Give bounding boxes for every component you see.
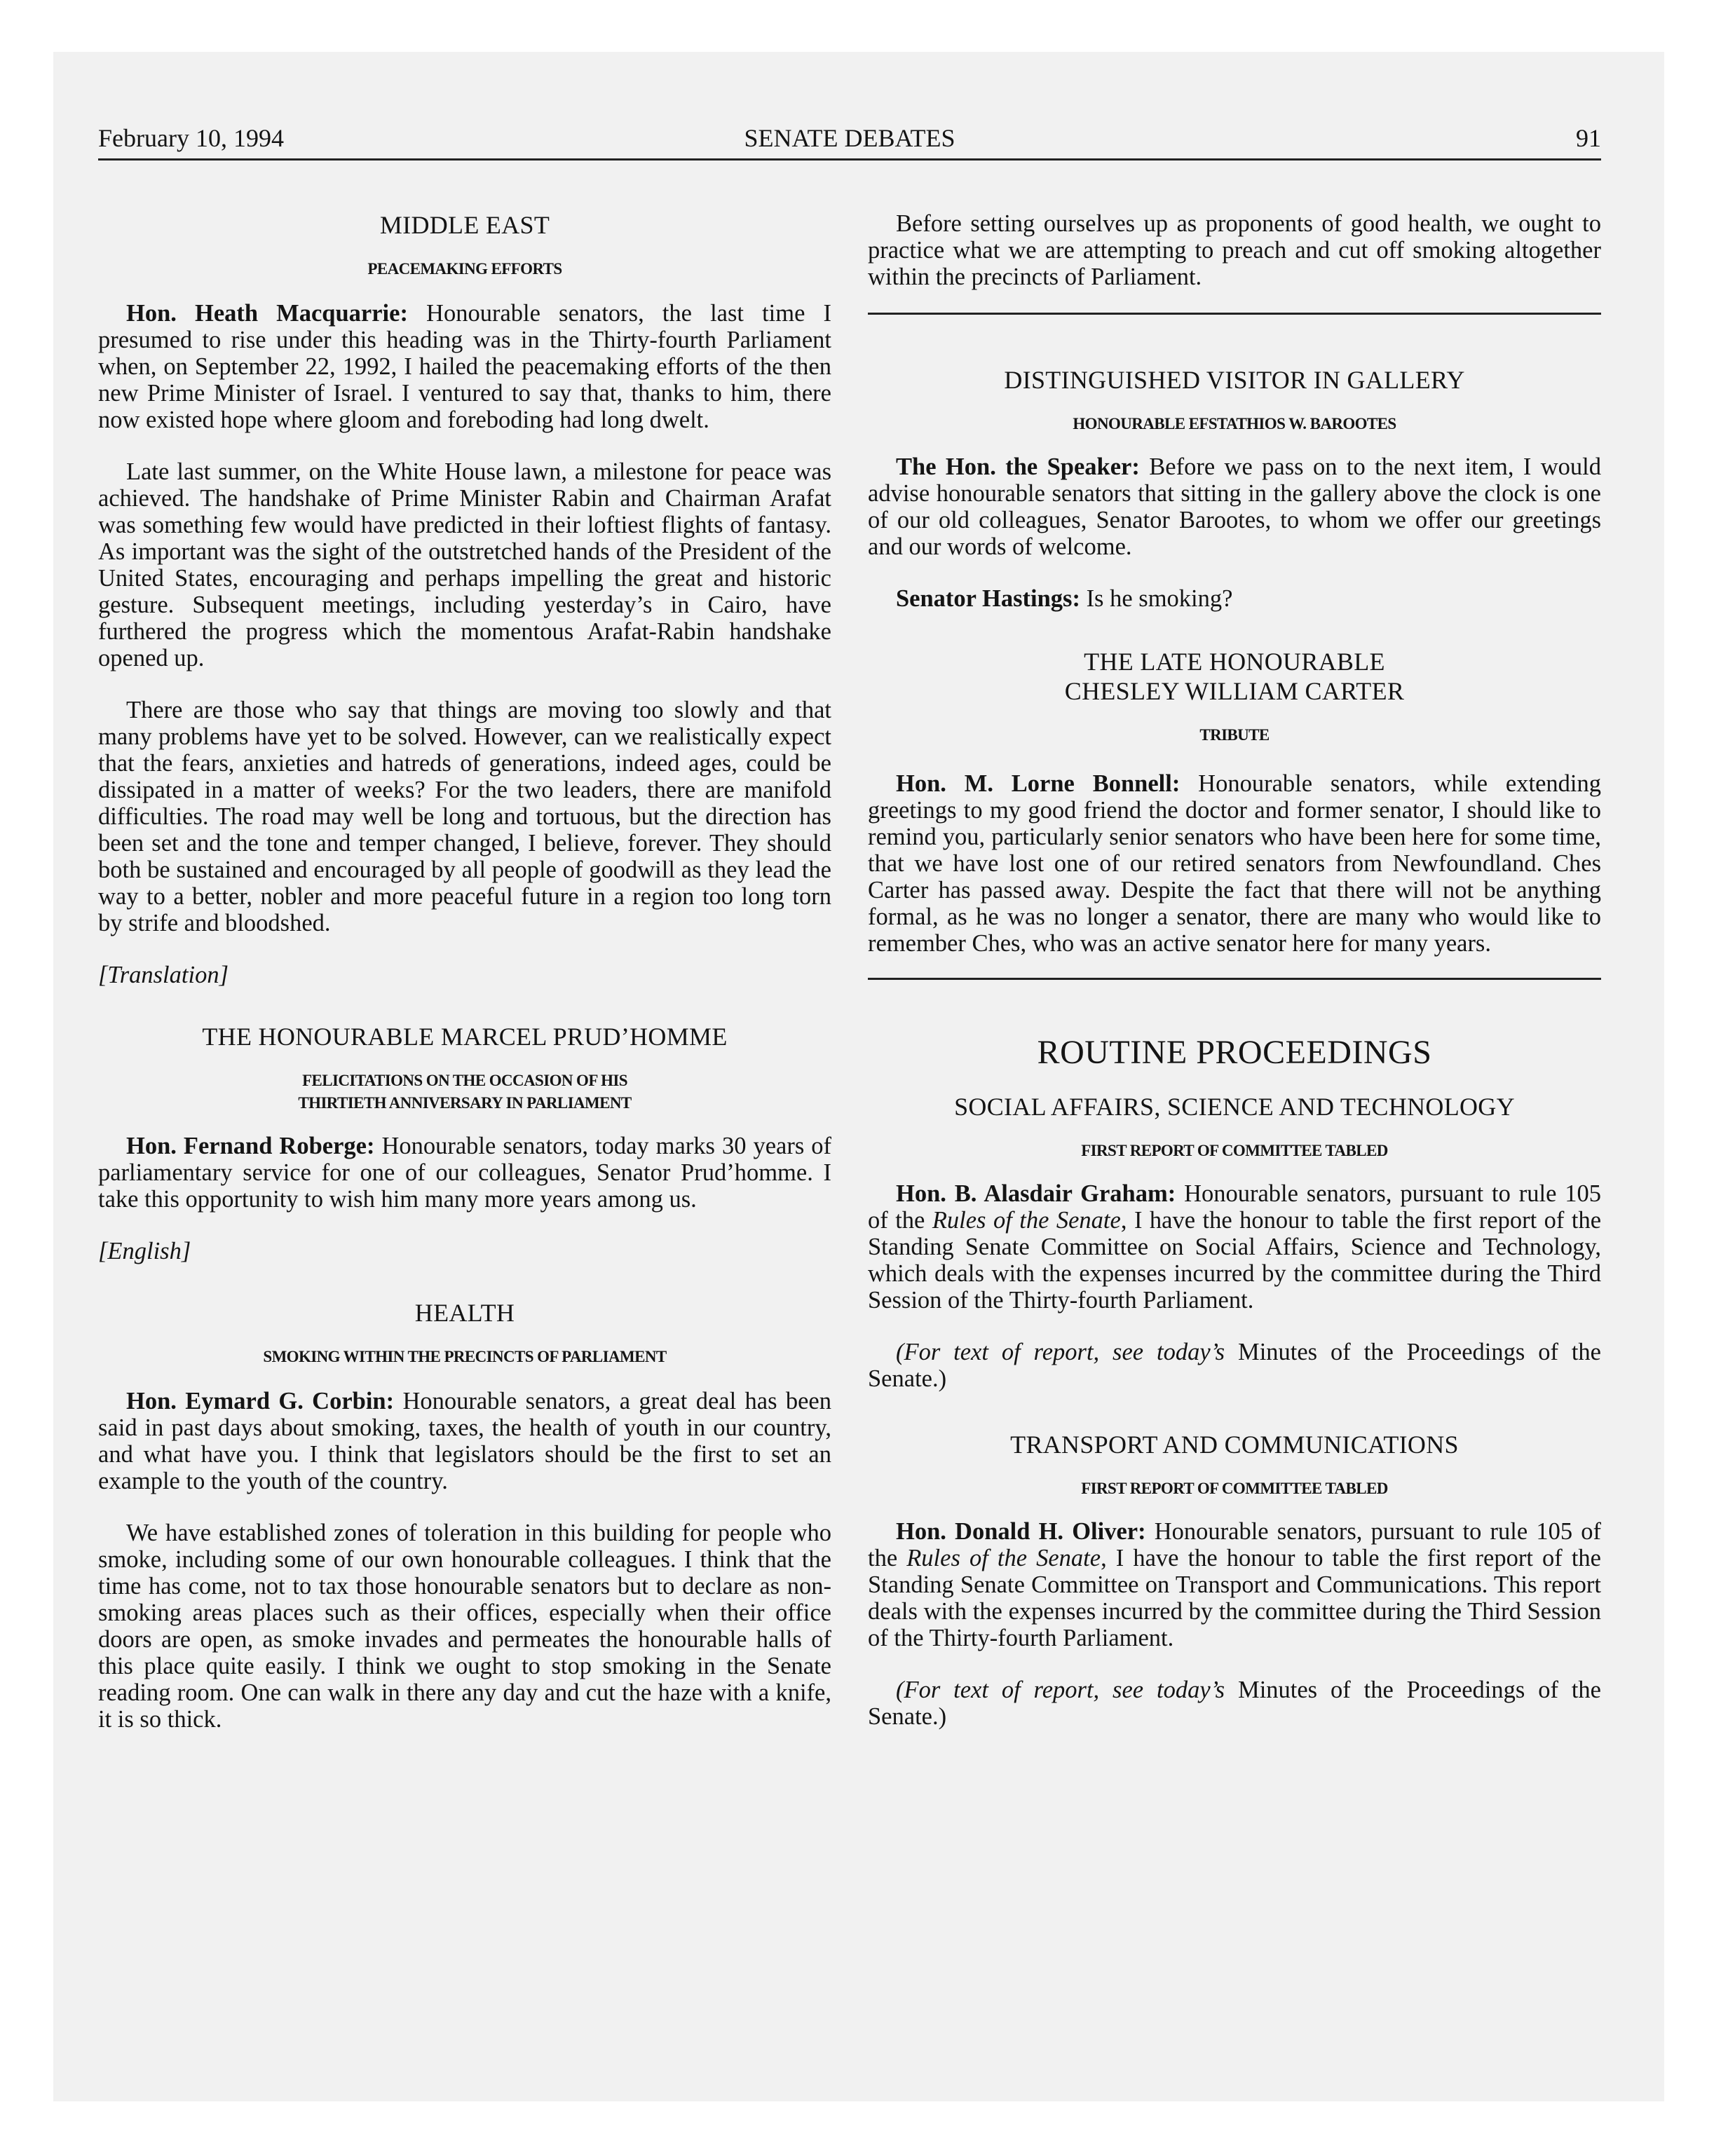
section-heading-visitor: DISTINGUISHED VISITOR IN GALLERY <box>1004 366 1465 394</box>
subheading-felicitations-line1: FELICITATIONS ON THE OCCASION OF HIS <box>302 1072 627 1089</box>
paragraph-text: Honourable senators, the last time I presumed to rise under this heading was in the Thirty-fourth Parliament when, on September 22, 1992, I hailed the peacemaking efforts of the then new Prime Minister of Israel. I ventured to say that, thanks to him, there now existed hope where gloom and foreboding had long dwelt. <box>98 300 832 433</box>
paragraph-text: Honourable senators, pursuant to rule 105 of the <box>868 1518 1601 1571</box>
paragraph-text: Is he smoking? <box>1080 585 1233 612</box>
subheading-barootes: HONOURABLE EFSTATHIOS W. BAROOTES <box>1073 415 1396 432</box>
subheading-smoking: SMOKING WITHIN THE PRECINCTS OF PARLIAMENT <box>263 1348 667 1365</box>
paragraph-macquarrie-1 <box>98 300 831 433</box>
report-note-transport <box>868 1677 1601 1730</box>
section-divider <box>868 978 1601 980</box>
paragraph-text: Honourable senators, while extending greetings to my good friend the doctor and former senator, I should like to remind you, particularly senior senators who have been here for some time, that we have lost one of our retired senators from Newfoundland. Ches Carter has passed away. Despite the fact that there will not be anything formal, as he was no longer a senator, there are many who would like to remember Ches, who was an active senator here for many years. <box>868 770 1601 957</box>
paragraph-text: Honourable senators, a great deal has been said in past days about smoking, taxes, the health of youth in our country, and what have you. I think that legislators should be the first to set an example to the youth of the country. <box>98 1388 831 1494</box>
subheading-first-report-social: FIRST REPORT OF COMMITTEE TABLED <box>1081 1142 1388 1159</box>
paragraph-text: Before we pass on to the next item, I would advise honourable senators that sitting in the gallery above the clock is one of our old colleagues, Senator Barootes, to whom we offer our greetings and our words of welcome. <box>868 453 1601 560</box>
routine-proceedings-heading: ROUTINE PROCEEDINGS <box>1037 1034 1432 1071</box>
rules-of-senate-title: Rules of the Senate <box>932 1207 1121 1234</box>
paragraph-speaker <box>868 453 1601 560</box>
section-heading-carter-line1: THE LATE HONOURABLE <box>1084 648 1385 676</box>
left-column <box>98 210 831 1758</box>
speaker-name: Hon. Heath Macquarrie: <box>126 300 408 327</box>
section-heading-carter-line2: CHESLEY WILLIAM CARTER <box>1064 677 1405 705</box>
right-column <box>868 210 1601 1755</box>
paragraph-text: , I have the honour to table the first report of the Standing Senate Committee on Social Affairs, Science and Technology, which deals with the expenses incurred by the committee during the Third Session of the Thirty-fourth Parliament. <box>868 1207 1602 1314</box>
section-heading-middle-east: MIDDLE EAST <box>379 211 550 239</box>
english-note: [English] <box>98 1238 191 1264</box>
note-italic-text: (For text of report, see today’s <box>896 1677 1239 1703</box>
page-number: 91 <box>1576 124 1601 152</box>
subheading-felicitations-line2: THIRTIETH ANNIVERSARY IN PARLIAMENT <box>298 1094 632 1112</box>
minutes-title: Minutes of the Proceedings of <box>1238 1339 1558 1365</box>
subheading-tribute: TRIBUTE <box>1199 726 1270 744</box>
paragraph-roberge <box>98 1133 831 1213</box>
note-text: the Senate.) <box>868 1339 1601 1392</box>
subheading-first-report-transport: FIRST REPORT OF COMMITTEE TABLED <box>1081 1480 1388 1497</box>
paragraph-text: Honourable senators, pursuant to rule 105 of the <box>868 1180 1601 1234</box>
running-head <box>98 118 1601 161</box>
paragraph-oliver <box>868 1518 1601 1651</box>
section-heading-prudhomme: THE HONOURABLE MARCEL PRUD’HOMME <box>202 1023 728 1051</box>
paragraph-text: , I have the honour to table the first report of the Standing Senate Committee on Transport and Communications. This report deals with the expenses incurred by the committee during the Third Session of the Thirty-fourth Parliament. <box>868 1545 1601 1651</box>
paragraph-text: Honourable senators, today marks 30 years of parliamentary service for one of our colleagues, Senator Prud’homme. I take this opportunity to wish him many more years among us. <box>98 1133 831 1213</box>
report-note-social <box>868 1339 1601 1392</box>
note-italic-text: (For text of report, see today’s <box>896 1339 1239 1365</box>
minutes-title: Minutes of the Proceedings of <box>1238 1677 1558 1703</box>
speaker-name: Hon. B. Alasdair Graham: <box>896 1180 1176 1207</box>
header-date: February 10, 1994 <box>98 124 284 152</box>
speaker-name: Hon. Fernand Roberge: <box>126 1133 375 1159</box>
speaker-name: Senator Hastings: <box>896 585 1080 612</box>
paragraph-bonnell <box>868 770 1601 957</box>
paragraph-macquarrie-2: Late last summer, on the White House lawn, a milestone for peace was achieved. The handshake of Prime Minister Rabin and Chairman Arafat was something few would have predicted in their loftiest flights of fantasy. As important was the sight of the outstretched hands of the President of the United States, encouraging and perhaps impelling the great and historic gesture. Subsequent meetings, including yesterday’s in Cairo, have furthered the progress which the momentous Arafat-Rabin handshake opened up. <box>98 458 831 671</box>
paragraph-health-continued: Before setting ourselves up as proponents of good health, we ought to practice what we are attempting to preach and cut off smoking altogether within the precincts of Parliament. <box>868 210 1601 290</box>
section-divider <box>868 313 1601 315</box>
section-heading-social-affairs: SOCIAL AFFAIRS, SCIENCE AND TECHNOLOGY <box>954 1093 1515 1121</box>
speaker-name: Hon. Donald H. Oliver: <box>896 1518 1146 1545</box>
note-text: the Senate.) <box>868 1677 1601 1730</box>
translation-note: [Translation] <box>98 962 229 988</box>
speaker-name: The Hon. the Speaker: <box>896 453 1140 480</box>
speaker-name: Hon. M. Lorne Bonnell: <box>896 770 1181 797</box>
paragraph-corbin-2: We have established zones of toleration in this building for people who smoke, including some of our own honourable colleagues. I think that the time has come, not to tax those honourable senators but to declare as non-smoking areas places such as their offices, especially when their office doors are open, as smoke invades and permeates the honourable halls of this place quite easily. I think we ought to stop smoking in the Senate reading room. One can walk in there any day and cut the haze with a knife, it is so thick. <box>98 1520 831 1733</box>
paragraph-graham <box>868 1180 1601 1314</box>
paragraph-hastings <box>868 585 1601 612</box>
paragraph-macquarrie-3: There are those who say that things are moving too slowly and that many problems have yet to be solved. However, can we realistically expect that the fears, anxieties and hatreds of generations, indeed ages, could be dissipated in a matter of weeks? For the two leaders, there are manifold difficulties. The road may well be long and tortuous, but the direction has been set and the tone and temper changed, I believe, forever. They should both be sustained and encouraged by all people of goodwill as they lead the way to a better, nobler and more peaceful future in a region too long torn by strife and bloodshed. <box>98 697 831 936</box>
speaker-name: Hon. Eymard G. Corbin: <box>126 1388 395 1414</box>
subheading-peacemaking: PEACEMAKING EFFORTS <box>367 260 562 278</box>
rules-of-senate-title: Rules of the Senate <box>906 1545 1101 1571</box>
header-title: SENATE DEBATES <box>744 124 955 152</box>
paragraph-corbin-1 <box>98 1388 831 1494</box>
section-heading-health: HEALTH <box>414 1299 515 1327</box>
section-heading-transport: TRANSPORT AND COMMUNICATIONS <box>1010 1431 1459 1459</box>
